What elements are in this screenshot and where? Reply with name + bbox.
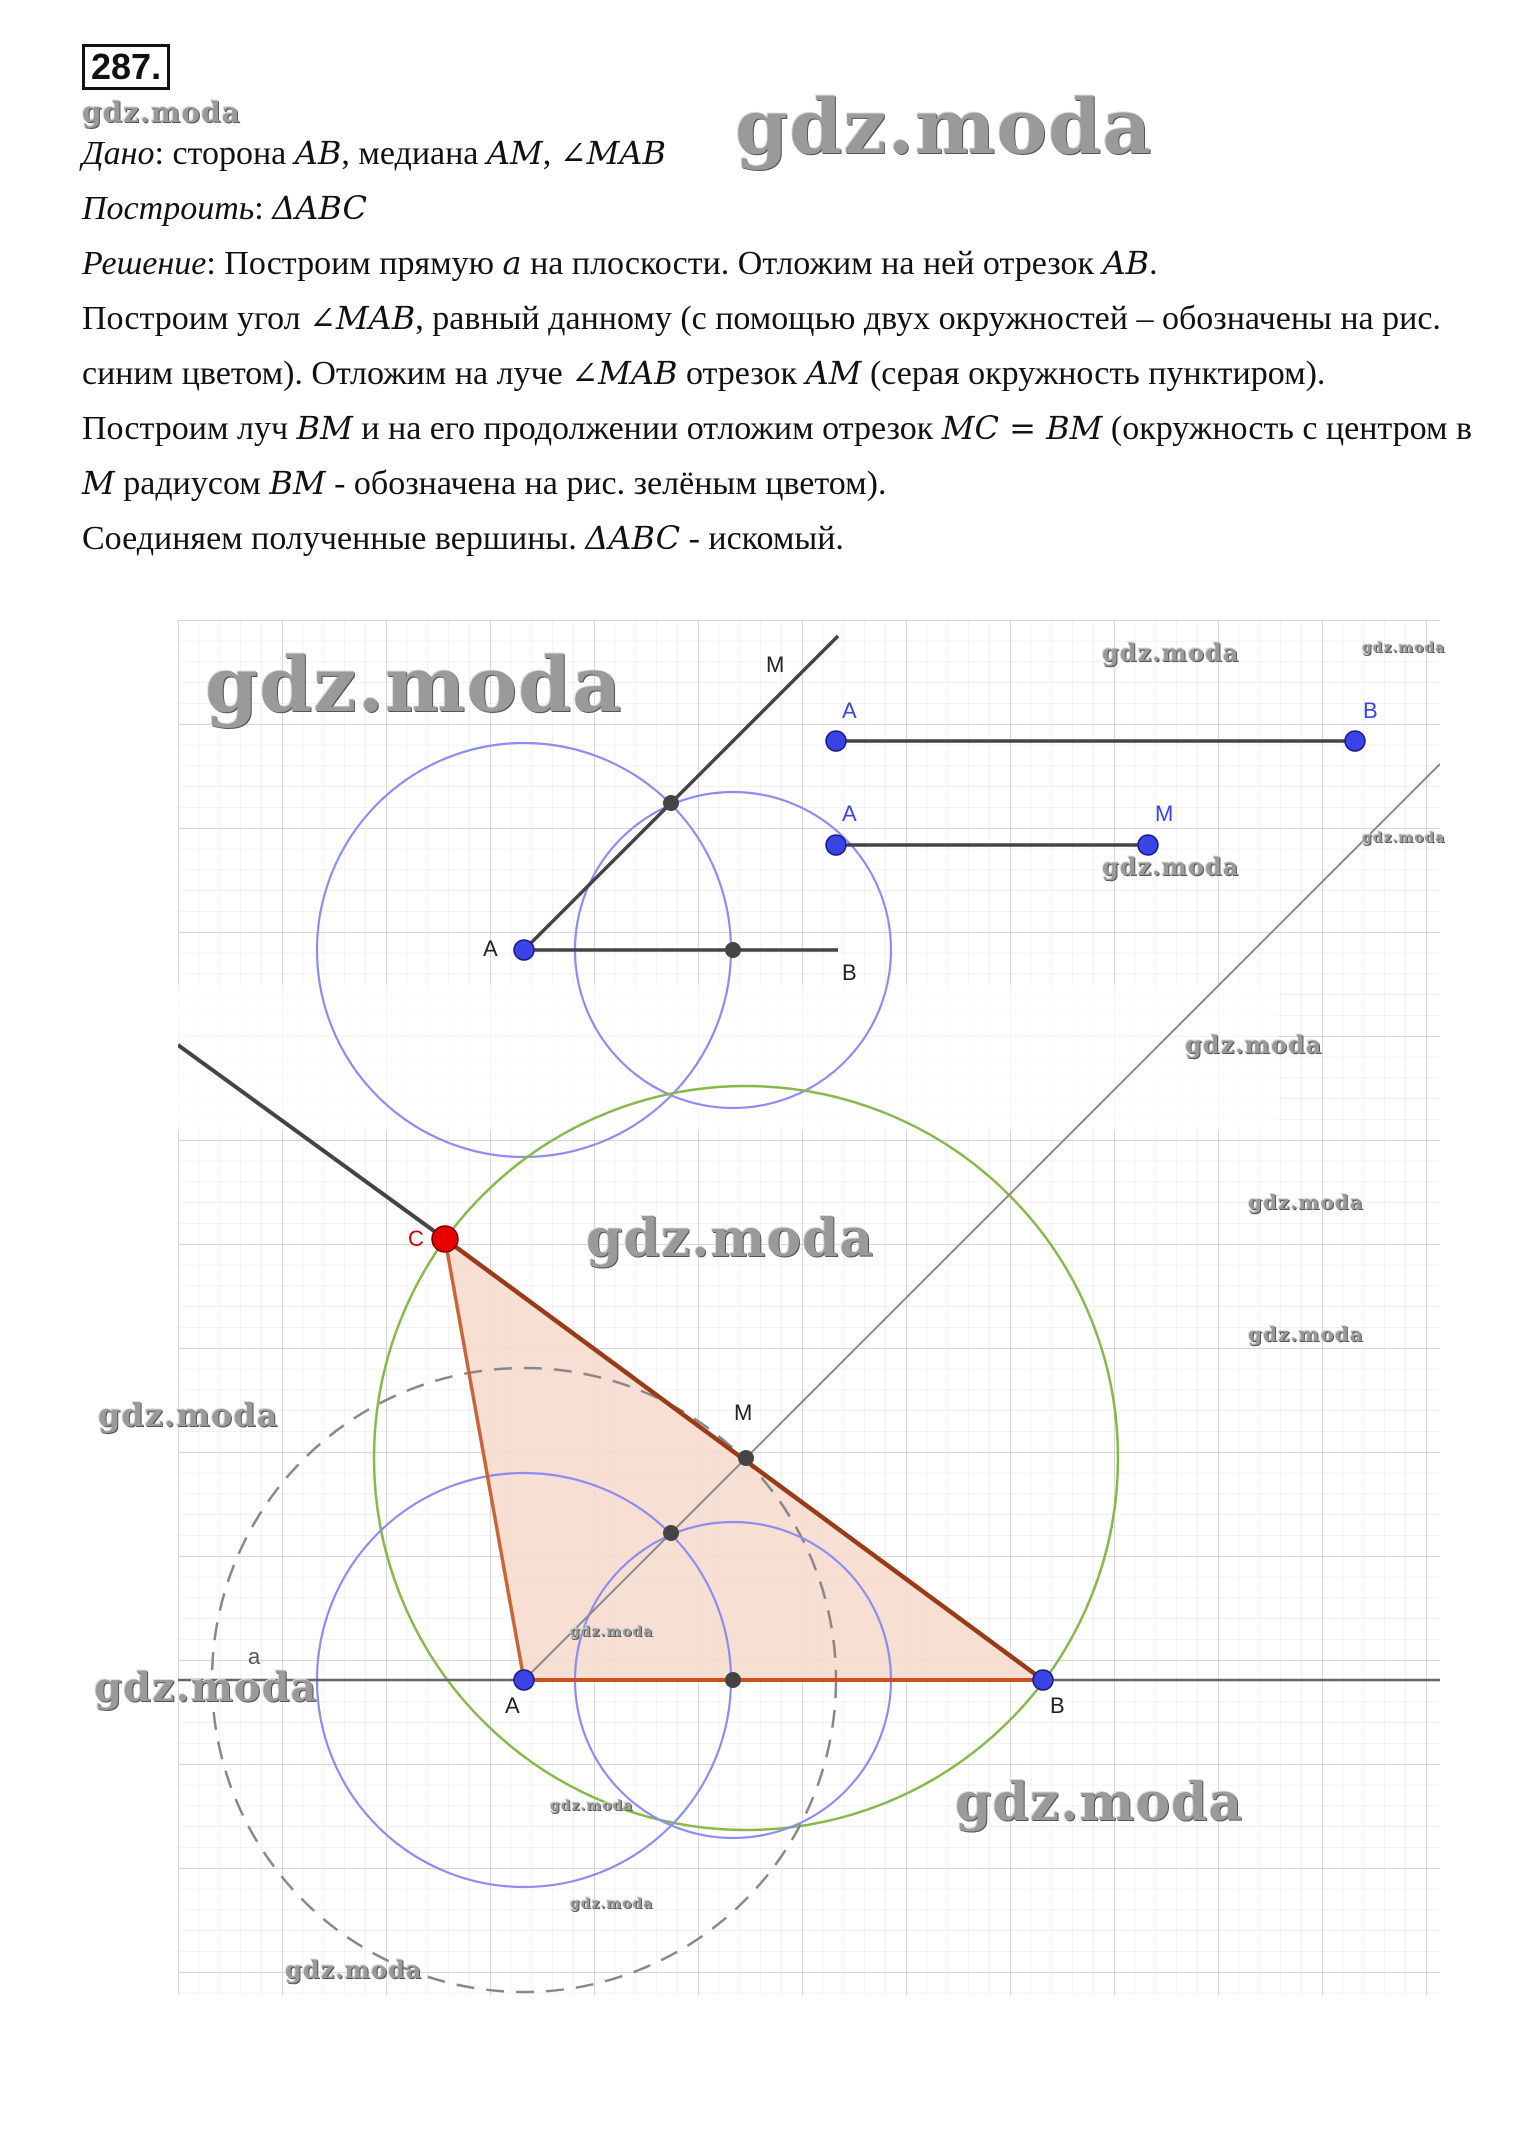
grid [178, 620, 1440, 1995]
solution-line: Решение: Построим прямую a на плоскости. Отложим на ней отрезок AB. [82, 244, 1158, 282]
label-line-a: a [248, 1644, 261, 1669]
label-given-AB-B: B [1363, 698, 1378, 723]
step2-line: Построим угол ∠MAB, равный данному (с помощью двух окружностей – обозначены на рис. синим цветом). Отложим на луче ∠MAB отрезок AM (серая окружность пунктиром). [82, 299, 1441, 392]
watermark: gdz.moda [94, 1664, 318, 1711]
label-top-B: B [842, 960, 857, 985]
construct-label: Построить [82, 190, 255, 227]
label-M: M [734, 1400, 753, 1425]
point-M [738, 1450, 754, 1466]
given-line: Дано: сторона AB, медиана AM, ∠MAB [82, 134, 666, 172]
watermark: gdz.moda [1248, 1322, 1364, 1346]
top-intersection-2 [663, 795, 679, 811]
step3-line: Построим луч BM и на его продолжении отложим отрезок MC = BM (окружность с центром в M радиусом BM - обозначена на рис. зелёным цветом). [82, 409, 1473, 502]
watermark: gdz.moda [1248, 1190, 1364, 1214]
watermark: gdz.moda [586, 1208, 875, 1269]
given-AB-point-B [1345, 731, 1365, 751]
watermark: gdz.moda [285, 1955, 423, 1984]
main-intersection-2 [663, 1525, 679, 1541]
step4-line: Соединяем полученные вершины. ΔABC - искомый. [82, 519, 844, 557]
solution-label: Решение [82, 245, 207, 282]
label-given-AB-A: A [842, 698, 857, 723]
watermark: gdz.moda [1362, 830, 1446, 846]
main-intersection-1 [725, 1672, 741, 1688]
given-AM-point-A [826, 835, 846, 855]
label-C: C [408, 1226, 424, 1251]
watermark: gdz.moda [1362, 640, 1446, 656]
watermark: gdz.moda [205, 640, 623, 729]
label-top-A: A [483, 936, 498, 961]
label-A: A [505, 1693, 520, 1718]
label-given-AM-M: M [1155, 801, 1174, 826]
label-top-M: M [766, 652, 785, 677]
point-A [514, 1670, 534, 1690]
watermark: gdz.moda [570, 1624, 654, 1640]
watermark: gdz.moda [955, 1772, 1244, 1833]
point-C [432, 1226, 458, 1252]
watermark: gdz.moda [570, 1896, 654, 1912]
top-intersection-1 [725, 942, 741, 958]
watermark: gdz.moda [735, 82, 1153, 171]
task-number: 287. [82, 44, 170, 90]
watermark: gdz.moda [82, 96, 241, 129]
watermark: gdz.moda [550, 1798, 634, 1814]
watermark: gdz.moda [1102, 638, 1240, 667]
given-AB-point-A [826, 731, 846, 751]
given-label: Дано [82, 135, 155, 172]
construct-line: Построить: ΔABC [82, 189, 367, 227]
watermark: gdz.moda [1185, 1030, 1323, 1059]
label-B: B [1050, 1693, 1065, 1718]
label-given-AM-A: A [842, 801, 857, 826]
point-B [1033, 1670, 1053, 1690]
top-point-A [514, 940, 534, 960]
watermark: gdz.moda [1102, 852, 1240, 881]
watermark: gdz.moda [98, 1396, 279, 1434]
